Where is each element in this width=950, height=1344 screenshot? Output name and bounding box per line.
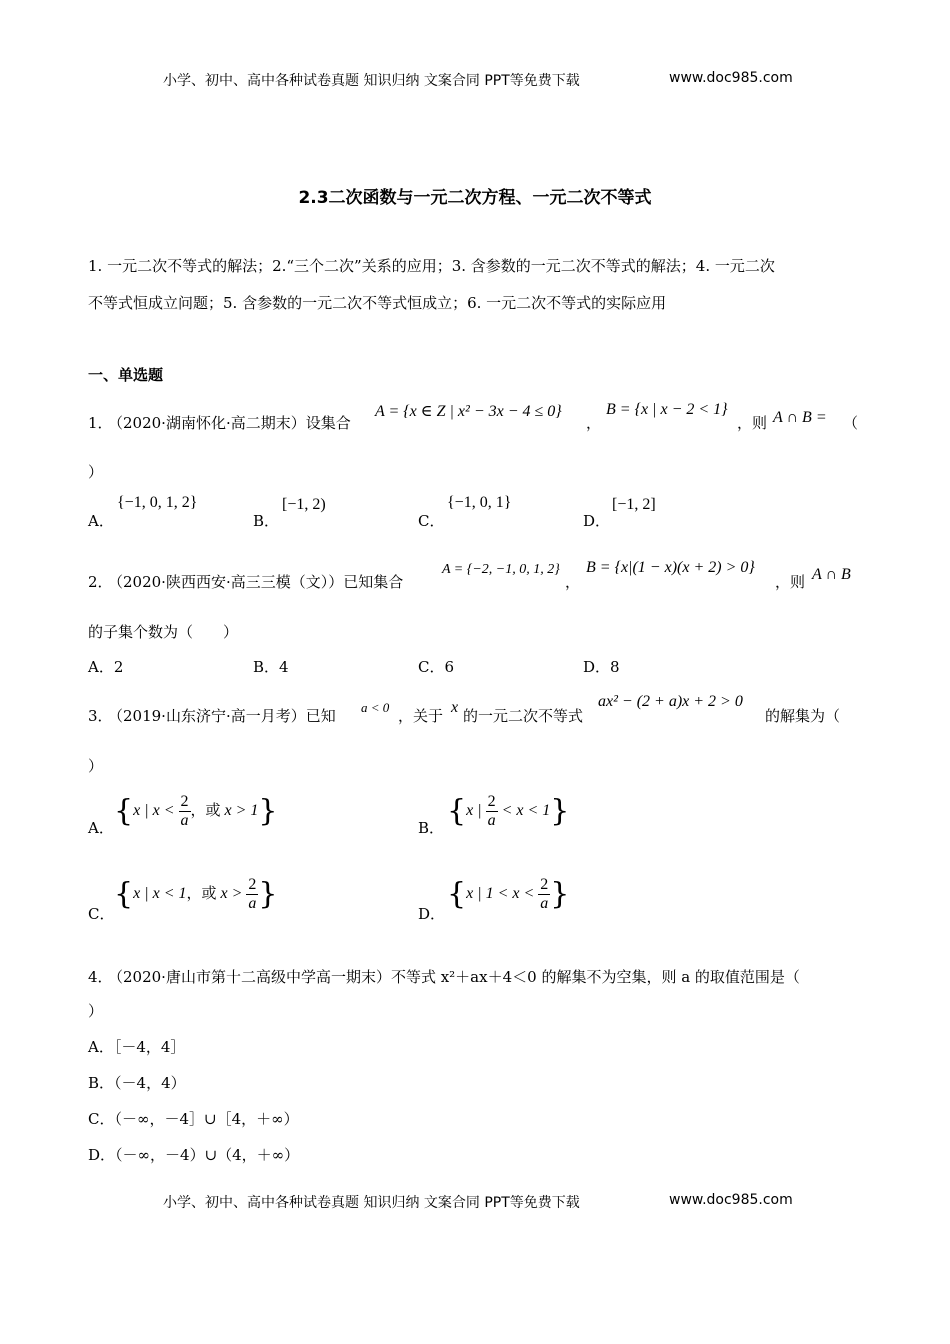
q1-option-d[interactable]: [−1, 2] (612, 496, 656, 513)
q4-text: （2020·唐山市第十二高级中学高一期末）不等式 x²＋ax＋4＜0 的解集不为空集，则 a 的取值范围是（ (108, 968, 800, 986)
q2-comma: ， (565, 573, 581, 591)
q1-option-a-label[interactable]: A． (88, 512, 114, 530)
q4-paren-close: ） (88, 1002, 104, 1020)
q2-number: 2． (88, 573, 113, 591)
q2-ask: ，则 (775, 573, 806, 591)
q3-option-d[interactable]: {x | 1 < x < $\frac{2}{a}$ } (447, 876, 570, 912)
q3-option-b[interactable]: {x | $\frac{2}{a}$ < x < 1} (447, 793, 570, 829)
q2-option-b[interactable]: B．4 (253, 658, 289, 676)
q2-line-2: 的子集个数为（ ） (88, 623, 239, 641)
q1-number: 1． (88, 414, 113, 432)
q3-condition: a < 0 (361, 700, 390, 715)
q1-paren-close: ） (88, 463, 104, 481)
q3-option-c[interactable]: {x | x < 1，或 x > $\frac{2}{a}$ } (114, 876, 278, 912)
q3-number: 3． (88, 707, 113, 725)
q1-expr: A ∩ B = (773, 409, 827, 426)
q2-option-c[interactable]: C．6 (418, 658, 455, 676)
q3-tail: 的解集为（ (765, 707, 841, 725)
q2-option-a[interactable]: A．2 (88, 658, 124, 676)
q4-option-b[interactable]: B．（－4，4） (88, 1074, 186, 1092)
q3-var: x (451, 699, 459, 716)
q1-ask: ，则 (737, 414, 768, 432)
q2-expr: A ∩ B (812, 566, 851, 583)
q2-option-d[interactable]: D．8 (583, 658, 620, 676)
q1-set-a: A = {x ∈ Z | x² − 3x − 4 ≤ 0} (375, 403, 562, 420)
q1-option-b-label[interactable]: B． (253, 512, 280, 530)
header-text: 小学、初中、高中各种试卷真题 知识归纳 文案合同 PPT等免费下载 (163, 73, 580, 89)
q3-desc: 的一元二次不等式 (463, 707, 584, 725)
q3-option-a[interactable]: {x | x < $\frac{2}{a}$ ，或 x > 1} (114, 793, 278, 829)
q3-source: （2019·山东济宁·高一月考）已知 (108, 707, 336, 725)
q1-paren-open: （ (843, 414, 859, 432)
header-url[interactable]: www.doc985.com (669, 70, 793, 86)
intro-line-1: 1. 一元二次不等式的解法；2.“三个二次”关系的应用；3. 含参数的一元二次不等式的解法；4. 一元二次 (88, 257, 775, 275)
q3-option-b-label[interactable]: B． (418, 819, 445, 837)
q4-option-a[interactable]: A．［－4，4］ (88, 1038, 186, 1056)
section-heading: 一、单选题 (88, 366, 164, 384)
q4-option-d[interactable]: D．（－∞，－4）∪（4，＋∞） (88, 1146, 300, 1164)
q3-option-c-label[interactable]: C． (88, 905, 115, 923)
intro-line-2: 不等式恒成立问题；5. 含参数的一元二次不等式恒成立；6. 一元二次不等式的实际应用 (88, 294, 667, 312)
q2-set-b: B = {x|(1 − x)(x + 2) > 0} (586, 559, 755, 576)
q1-set-b: B = {x | x − 2 < 1} (606, 401, 728, 418)
footer-url[interactable]: www.doc985.com (669, 1192, 793, 1208)
q4-number: 4． (88, 968, 113, 986)
q3-option-a-label[interactable]: A． (88, 819, 114, 837)
page-title: 2.3二次函数与一元二次方程、一元二次不等式 (298, 188, 652, 208)
footer-text: 小学、初中、高中各种试卷真题 知识归纳 文案合同 PPT等免费下载 (163, 1195, 580, 1211)
q1-option-c-label[interactable]: C． (418, 512, 445, 530)
q2-source: （2020·陕西西安·高三三模（文））已知集合 (108, 573, 404, 591)
q1-source: （2020·湖南怀化·高二期末）设集合 (108, 414, 351, 432)
q1-comma: ， (586, 414, 602, 432)
q2-set-a: A = {−2, −1, 0, 1, 2} (442, 562, 560, 577)
q1-option-b[interactable]: [−1, 2) (282, 496, 326, 513)
q3-about: ，关于 (398, 707, 444, 725)
q3-paren-close: ） (88, 757, 104, 775)
q4-option-c[interactable]: C．（－∞，－4］∪［4，＋∞） (88, 1110, 299, 1128)
q3-inequality: ax² − (2 + a)x + 2 > 0 (598, 693, 743, 710)
q1-option-d-label[interactable]: D． (583, 512, 611, 530)
q3-option-d-label[interactable]: D． (418, 905, 446, 923)
q1-option-a[interactable]: {−1, 0, 1, 2} (117, 494, 198, 511)
q1-option-c[interactable]: {−1, 0, 1} (447, 494, 512, 511)
